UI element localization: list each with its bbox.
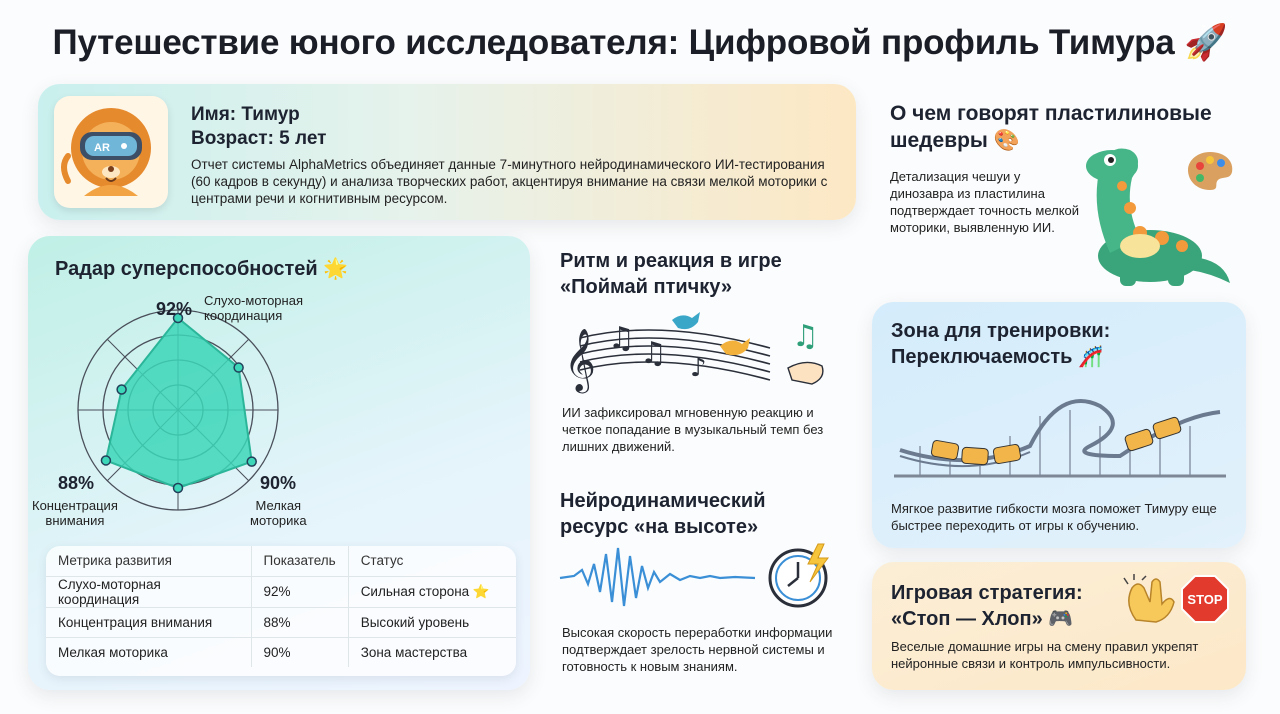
radar-point: [174, 484, 183, 493]
lion-avatar: [54, 96, 168, 208]
table-header-row: [46, 546, 516, 576]
svg-text:𝄞: 𝄞: [564, 328, 596, 391]
profile-name: Имя: Тимур: [191, 104, 300, 125]
metric-value-fine-motor: 90%: [260, 473, 297, 493]
profile-description: Отчет системы AlphaMetrics объединяет данные 7-минутного нейродинамического ИИ-тестирования (60 кадров в секунду) и анализа творческих работ, акцентируя внимание на связи мелкой моторики с центрами речи и когнитивным ресурсом.: [191, 157, 828, 206]
table-cell: 90%: [251, 637, 348, 667]
radar-title: Радар суперспособностей 🌟: [55, 258, 349, 280]
metric-label-attention: Концентрация внимания: [32, 498, 118, 528]
radar-point: [117, 385, 126, 394]
rhythm-text: ИИ зафиксировал мгновенную реакцию и четкое попадание в музыкальный темп без лишних движений.: [562, 405, 824, 454]
stop-sign-text: STOP: [1187, 592, 1223, 607]
table-cell: Концентрация внимания: [46, 607, 251, 637]
table-row: [46, 637, 516, 667]
table-cell: Высокий уровень: [348, 607, 516, 637]
lion-icon: [54, 96, 168, 208]
stop-sign-icon: [1180, 574, 1230, 624]
table-row: [46, 607, 516, 637]
profile-age: Возраст: 5 лет: [191, 128, 327, 149]
svg-text:♫: ♫: [608, 321, 635, 356]
rhythm-title: Ритм и реакция в игре «Поймай птичку»: [560, 250, 782, 298]
neuro-title: Нейродинамический ресурс «на высоте»: [560, 490, 766, 538]
radar-card: [28, 236, 530, 690]
svg-text:♫: ♫: [640, 336, 667, 371]
radar-point: [234, 363, 243, 372]
radar-point: [247, 457, 256, 466]
metric-value-audio-motor: 92%: [156, 299, 193, 319]
table-cell: Слухо-моторная координация: [46, 576, 251, 607]
table-cell: 88%: [251, 607, 348, 637]
page-title: Путешествие юного исследователя: Цифровой профиль Тимура 🚀: [52, 23, 1228, 62]
metric-label-audio-motor: Слухо-моторная координация: [204, 293, 303, 323]
rollercoaster-icon: [890, 376, 1230, 486]
plasticine-title: О чем говорят пластилиновые шедевры 🎨: [890, 102, 1212, 152]
switching-card: [872, 302, 1246, 548]
table-row: [46, 576, 516, 607]
brainwave-clock-icon: [560, 540, 840, 620]
table-cell: Мелкая моторика: [58, 644, 168, 660]
radar-shape: [106, 318, 252, 488]
palette-icon: [1186, 150, 1234, 190]
profile-card: [38, 84, 856, 220]
strategy-card: [872, 562, 1246, 690]
avatar-badge: AR: [94, 142, 110, 154]
table-cell: Сильная сторона ⭐: [348, 576, 516, 607]
metric-value-attention: 88%: [58, 473, 95, 493]
music-birds-icon: [560, 308, 840, 391]
strategy-title: Игровая стратегия: «Стоп — Хлоп» 🎮: [891, 582, 1083, 630]
plasticine-text: Детализация чешуи у динозавра из пластилина подтверждает точность мелкой моторики, выявленную ИИ.: [890, 169, 1080, 235]
table-cell: 92%: [251, 576, 348, 607]
table-cell: Зона мастерства: [348, 637, 516, 667]
clapping-hands-icon: [1122, 574, 1178, 624]
table-header: Метрика развития: [46, 546, 251, 576]
switching-text: Мягкое развитие гибкости мозга поможет Тимуру еще быстрее переходить от игры к обучению.: [891, 501, 1217, 533]
table-header: Показатель: [251, 546, 348, 576]
switching-title: Зона для тренировки: Переключаемость 🎢: [891, 320, 1111, 368]
table-header: Статус: [348, 546, 516, 576]
strategy-text: Веселые домашние игры на смену правил укрепят нейронные связи и контроль импульсивности.: [891, 639, 1199, 671]
radar-point: [101, 456, 110, 465]
svg-text:♪: ♪: [690, 353, 707, 383]
metrics-table: [46, 546, 516, 676]
neuro-text: Высокая скорость переработки информации подтверждает зрелость нервной системы и готовность к новым знаниям.: [562, 625, 833, 674]
metric-label-fine-motor: Мелкая моторика: [250, 498, 307, 528]
svg-text:♫: ♫: [792, 319, 819, 354]
